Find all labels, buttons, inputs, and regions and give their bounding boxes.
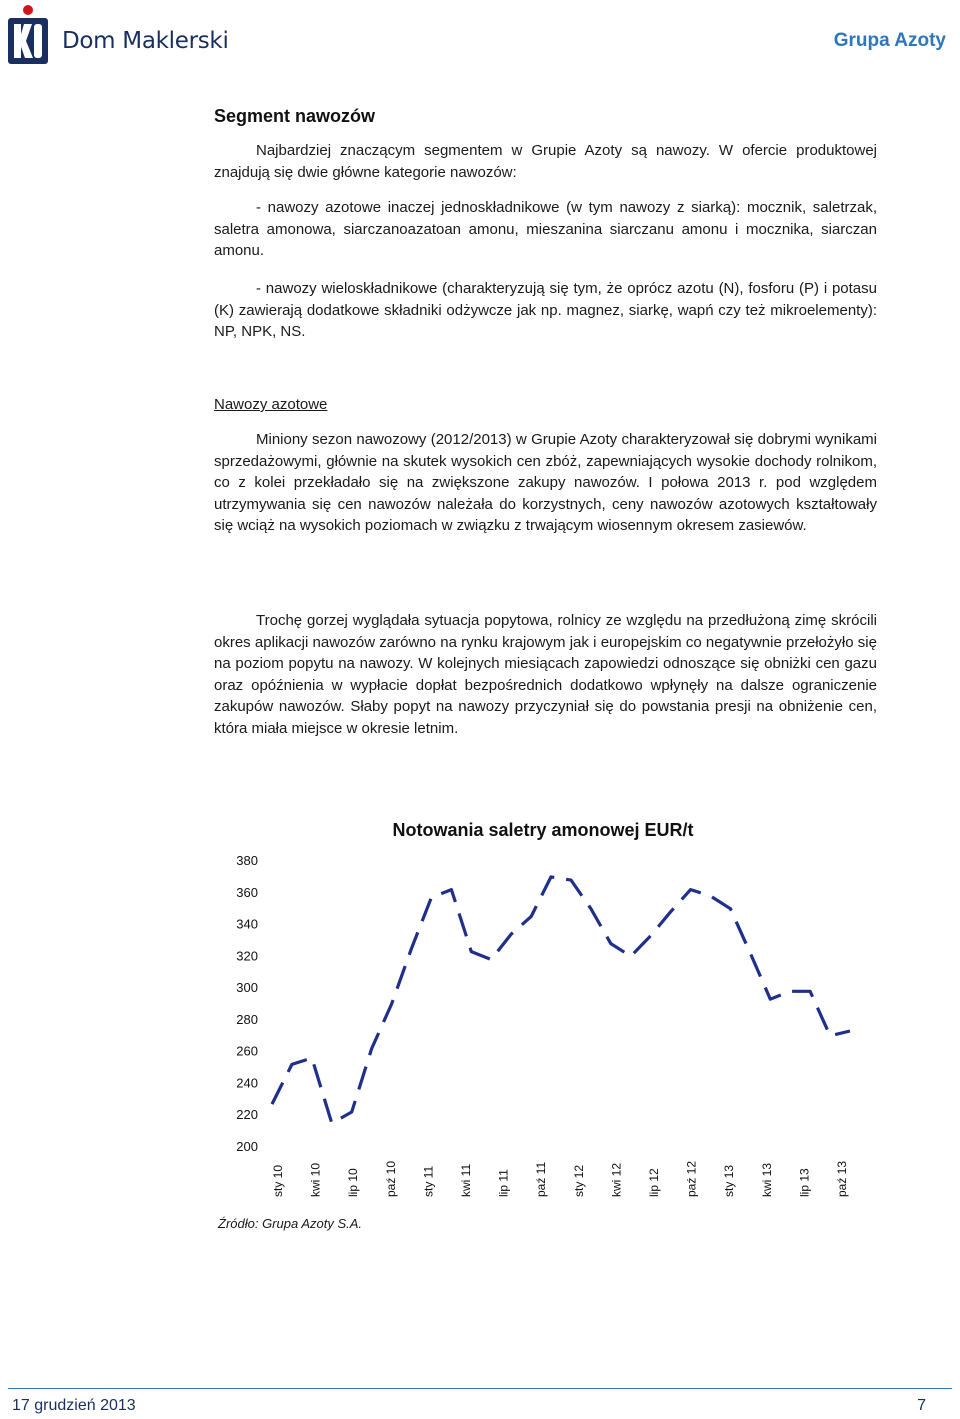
x-tick-label: paź 11 — [534, 1161, 549, 1197]
y-tick-label: 360 — [236, 884, 258, 900]
page-footer — [0, 1385, 960, 1419]
paragraph-season: Miniony sezon nawozowy (2012/2013) w Grupie Azoty charakteryzował się dobrymi wynikami sprzedażowymi, głównie na skutek wysokich cen zbóż, zapewniających wysokie dochody rolnikom, co z kolei przekładało się na zwiększone zakupy nawozów. I połowa 2013 r. pod względem utrzymywania się cen nawozów należała do korzystnych, ceny nawozów azotowych kształtowały się wciąż na wysokich poziomach w związku z trwającym wiosennym okresem zasiewów. — [214, 431, 877, 534]
y-axis — [236, 853, 258, 1154]
x-tick-label: kwi 11 — [459, 1163, 473, 1197]
x-tick-label: sty 12 — [571, 1164, 586, 1197]
x-tick-label: sty 13 — [722, 1164, 737, 1197]
subheading — [214, 396, 877, 413]
x-tick-label: lip 12 — [647, 1168, 661, 1197]
company-name: Grupa Azoty — [833, 30, 946, 51]
x-tick-label: sty 10 — [271, 1164, 285, 1197]
x-tick-label: lip 10 — [346, 1168, 361, 1197]
footer-date: 17 grudzień 2013 — [12, 1397, 136, 1414]
paragraph-nitrogen-fertilizers: - nawozy azotowe inaczej jednoskładnikowe (w tym nawozy z siarką): mocznik, saletrzak, saletra amonowa, siarczanoazatoan amonu, mieszanina siarczanu amonu i mocznika, siarczan amonu. — [214, 199, 877, 259]
y-tick-label: 240 — [236, 1075, 258, 1091]
x-axis — [271, 1161, 849, 1197]
paragraph-multi-fertilizers: - nawozy wieloskładnikowe (charakteryzują się tym, że oprócz azotu (N), fosforu (P) i potasu (K) zawierają dodatkowe składniki odżywcze jak np. magnez, siarkę, wapń czy też mikroelementy): NP, NPK, NS. — [214, 280, 877, 340]
y-tick-label: 200 — [236, 1139, 258, 1154]
footer-divider — [8, 1388, 952, 1389]
x-tick-label: kwi 13 — [759, 1162, 774, 1197]
x-tick-label: paź 12 — [684, 1160, 699, 1197]
y-tick-label: 280 — [236, 1011, 258, 1027]
x-tick-label: lip 11 — [496, 1169, 511, 1197]
y-tick-label: 300 — [236, 980, 258, 996]
price-chart — [222, 810, 862, 1200]
x-tick-label: sty 11 — [421, 1165, 436, 1197]
x-tick-label: lip 13 — [797, 1168, 812, 1197]
series-line — [272, 877, 850, 1123]
x-tick-label: paź 13 — [835, 1160, 849, 1197]
section-title: Segment nawozów — [214, 106, 376, 126]
paragraph-demand: Trochę gorzej wyglądała sytuacja popytowa, rolnicy ze względu na przedłużoną zimę skrócili okres aplikacji nawozów zarówno na rynku krajowym jak i europejskim co negatywnie przełożyło się na poziom popytu na nawozy. W kolejnych miesiącach zapowiedzi odnoszące się obniżki cen gazu oraz opóźnienia w wypłacie dopłat bezpośrednich dodatkowo wpłynęły na dalsze ograniczenie zakupów nawozów. Słaby popyt na nawozy przyczyniał się do powstania presji na obniżenie cen, która miała miejsce w okresie letnim. — [214, 612, 877, 737]
paragraph-intro: Najbardziej znaczącym segmentem w Grupie Azoty są nawozy. W ofercie produktowej znajdują się dwie główne kategorie nawozów: — [214, 142, 877, 181]
y-tick-label: 260 — [236, 1043, 258, 1059]
y-tick-label: 340 — [236, 916, 258, 932]
page-number: 7 — [917, 1397, 926, 1414]
pko-logo-icon — [6, 4, 50, 66]
x-tick-label: paź 10 — [383, 1160, 398, 1197]
y-tick-label: 380 — [236, 853, 258, 868]
x-tick-label: kwi 10 — [308, 1162, 323, 1197]
x-tick-label: kwi 12 — [609, 1162, 624, 1197]
brand-name: Dom Maklerski — [62, 28, 229, 54]
source-note: Źródło: Grupa Azoty S.A. — [218, 1216, 363, 1231]
chart-title: Notowania saletry amonowej EUR/t — [392, 820, 694, 840]
y-tick-label: 220 — [236, 1107, 258, 1123]
page-header — [0, 0, 960, 80]
y-tick-label: 320 — [236, 948, 258, 964]
subheading-text: Nawozy azotowe — [214, 396, 328, 413]
